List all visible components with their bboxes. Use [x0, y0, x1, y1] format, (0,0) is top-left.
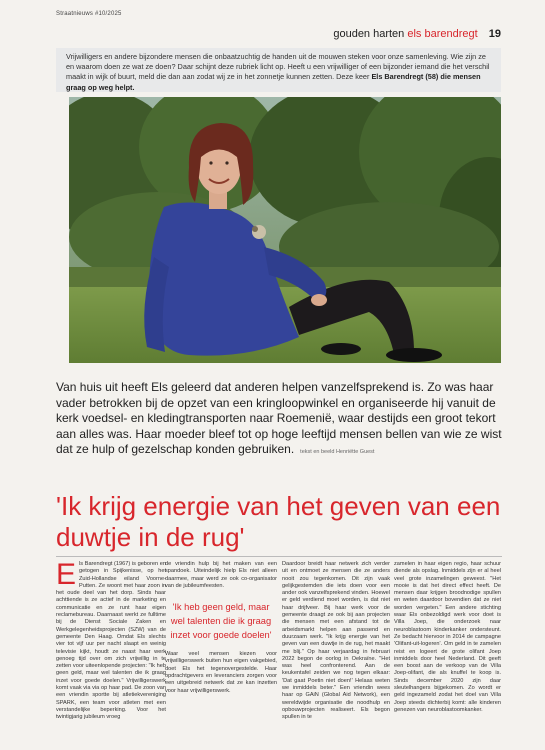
dropcap: E: [56, 558, 77, 591]
headline-divider: [56, 556, 502, 557]
issue-label: Straatnieuws #10/2025: [56, 11, 122, 17]
column-3-text: Daardoor breidt haar netwerk zich verder uit en ontmoet ze mensen die ze anders nooit zou tegenkomen. Dit zijn vaak gelijkgestemden die iets doen voor een ander ook vanzelfsprekend vinden. Hoewel er geld verdiend moet worden, is dat niet haar drijfveer. Bij haar werk voor de gemeente draagt ze ook bij aan projecten die mensen met een afstand tot de arbeidsmarkt helpen aan passend en duurzaam werk. "Ik krijg energie van het geven van een duwtje in de rug, het maakt me blij." Op haar verjaardag in februari 2022 begon de oorlog in Oekraïne. "Het was heel confronterend. Aan de keukentafel zeiden we nog tegen elkaar: 'Dat gaat Poetin niet doen!' Helaas weten we inmiddels beter." Een vriendin wees haar op GAiN (Global Aid Network), een wereldwijde organisatie die noodhulp en opbouwprojecten realiseert. Els begon spullen in te: [282, 561, 390, 721]
body-column-1: [56, 558, 166, 722]
photo-credit: tekst en beeld Henriëtte Guest: [300, 449, 375, 456]
body-column-3: [282, 561, 390, 722]
section-header: [333, 28, 501, 40]
column-2-text-top: de vriendin hulp bij het maken van een spandoek. Uiteindelijk hielp Els niet alleen daarmee, maar werd ze ook co-organisator van de jubileumfeesten.: [165, 561, 277, 589]
lead-paragraph: [56, 380, 502, 461]
section-name: els barendregt: [407, 28, 478, 40]
intro-box: [56, 48, 501, 92]
column-4-text: zamelen in haar eigen regio, haar schuur diende als opslag. Inmiddels zijn er al heel veel grote inzamelingen geweest. "Het mooie is dat het direct effect heeft. De mensen daar krijgen broodnodige spullen en weten daardoor bovendien dat ze niet worden vergeten." Een andere stichting waar Els onbezoldigd werk voor doet is Villa Joep, die onderzoek naar neuroblastoom kinderkanker ondersteunt. Ze bedacht hiervoor in 2014 de campagne 'Olifant-uit-logeren'. Om geld in te zamelen reist en logeert de grote olifant Joep inmiddels door heel Nederland. Dit geeft een boost aan de verkoop van de Villa Joep-olifant, die als knuffel te koop is. Sinds december 2020 zijn daar sleutelhangers bijgekomen. Zo wordt er geld ingezameld zodat het doel van Villa Joep steeds dichterbij komt: alle kinderen genezen van neuroblastoomkanker.: [394, 561, 501, 713]
photo-illustration: [69, 97, 501, 363]
portrait-photo: [69, 97, 501, 363]
column-1-text: ls Barendregt (1967) is geboren en getogen in Spijkenisse, op het Zuid-Hollandse eiland Voorne-Putten. Ze woont met haar zoon in het oude deel van het dorp. Sinds haar achttiende is ze actief in de marketing en communicatie en ze runt haar eigen reclamebureau. Daarnaast werkt ze fulltime bij de Dienst Sociale Zaken en Werkgelegenheidsprojecten (SZW) van de gemeente Den Haag. Omdat Els slechts vier tot vijf uur per nacht slaapt en weinig televisie kijkt, houdt ze naast haar werk genoeg tijd over om zich vrijwillig in te zetten voor uiteenlopende projecten: "Ik heb geen geld, maar wel talenten die ik graag inzet voor goede doelen." Vrijwilligerswerk komt vaak via via op haar pad. De zoon van een vriendin sportte bij atletiekvereniging SPARK, een team voor atleten met een verstandelijke beperking. Voor het twintigjarig jubileum vroeg: [56, 561, 166, 721]
intro-text: Vrijwilligers en andere bijzondere mensen die onbaatzuchtig de handen uit de mouwen steken voor onze samenleving. Wie zijn ze en waarom doen ze wat ze doen? Daar schijnt deze rubriek licht op. Heeft u een vrijwilliger of een bijzonder iemand die het verschil maakt in wijk of buurt, meld die dan aan zodat wij ze in het zonnetje kunnen zetten. Deze keer: [66, 52, 490, 82]
pull-quote: 'Ik heb geen geld, maar wel talenten die ik graag inzet voor goede doelen': [170, 602, 272, 641]
page-number: 19: [488, 28, 501, 40]
section-prefix: gouden harten: [333, 28, 405, 40]
column-2-text-bottom: Waar veel mensen kiezen voor vrijwilligerswerk buiten hun eigen vakgebied, doet Els het tegenovergestelde. Haar opdrachtgevers en leveranciers zorgen voor een uitgebreid netwerk dat ze kan inzetten voor haar vrijwilligerswerk.: [165, 651, 277, 694]
body-column-4: [394, 561, 501, 714]
intro-highlight: Els Barendregt (58) die mensen graag op weg helpt.: [66, 72, 481, 92]
body-column-2: [165, 561, 277, 695]
lead-text: Van huis uit heeft Els geleerd dat anderen helpen vanzelfsprekend is. Zo was haar vader betrokken bij de opzet van een kringloopwinkel en organiseerde hij vanuit de kerk voedsel- en kledingtransporten naar Roemenië, waar destijds een groot tekort aan alles was. Haar moeder bleef tot op hoge leeftijd mensen bellen van wie ze wist dat ze hulp of gezelschap konden gebruiken.: [56, 380, 502, 457]
article-headline: 'Ik krijg energie van het geven van een duwtje in de rug': [56, 491, 501, 552]
